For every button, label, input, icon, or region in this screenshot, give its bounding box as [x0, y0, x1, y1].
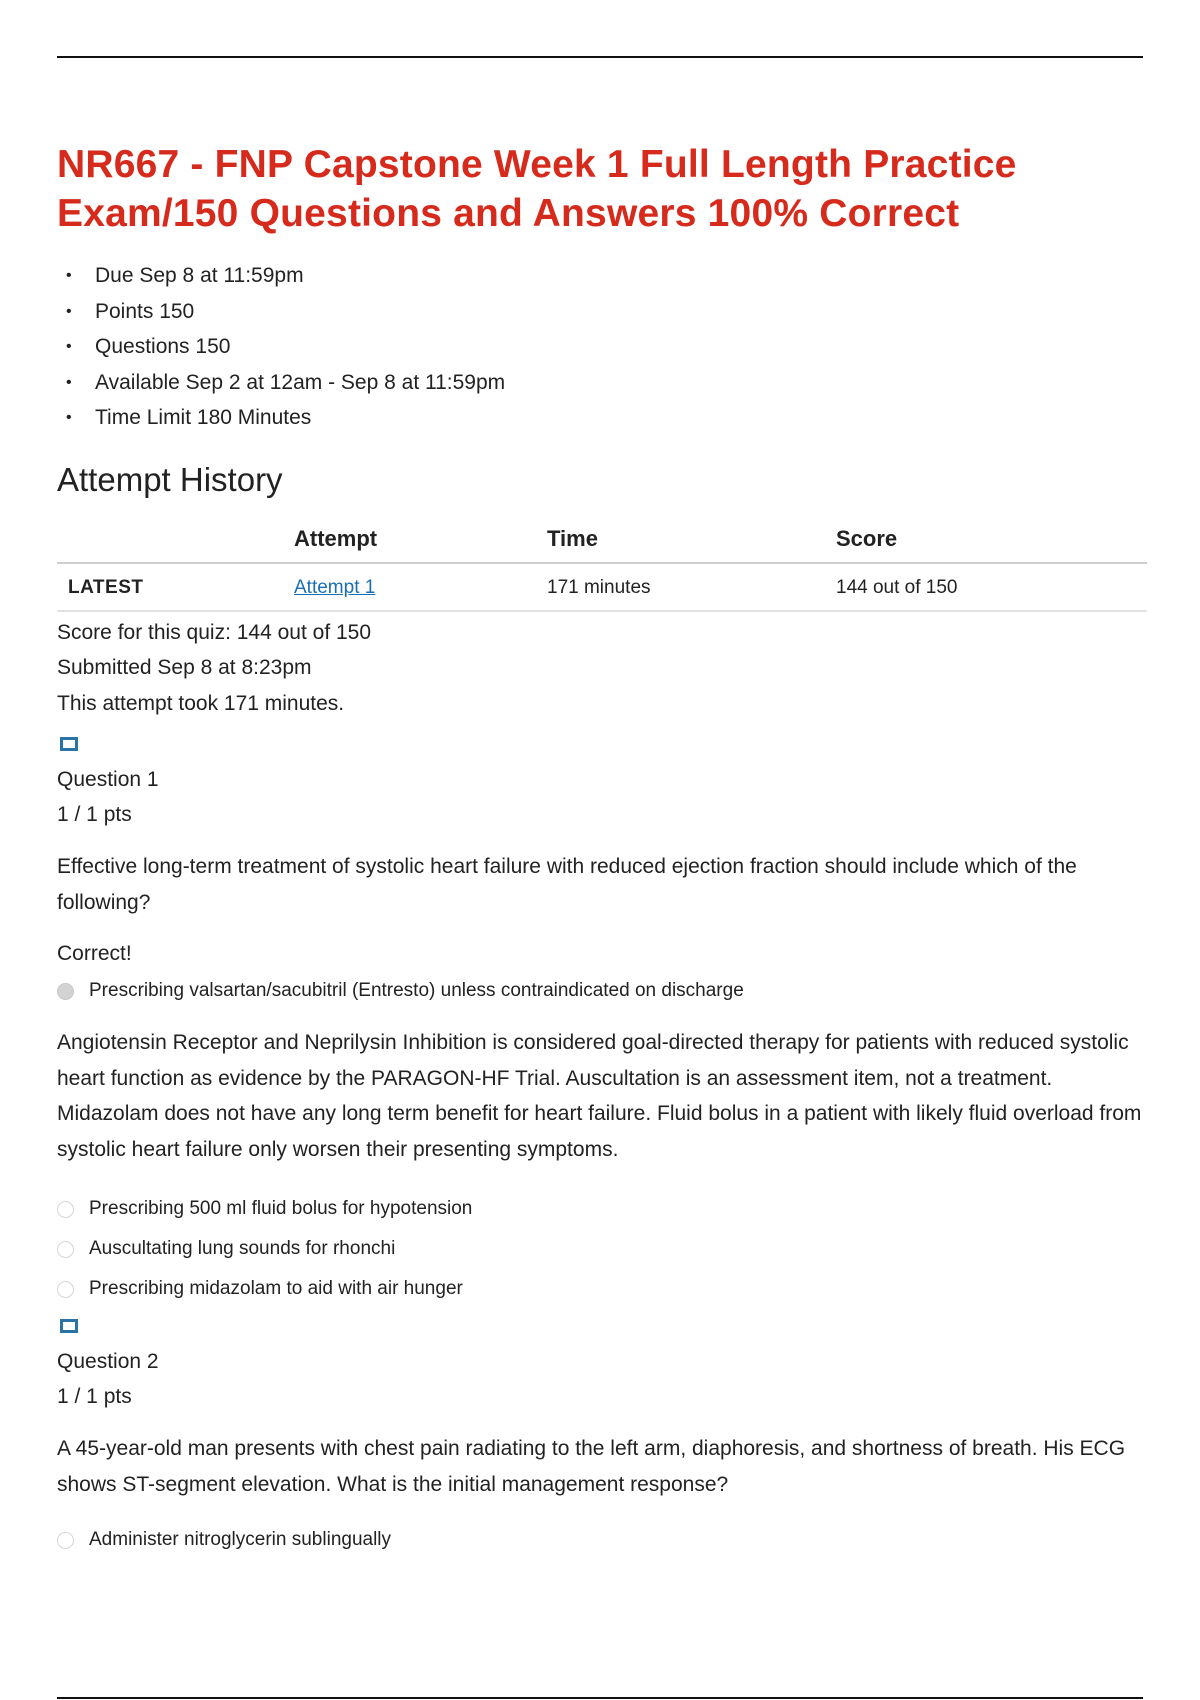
attempt-history-heading: Attempt History	[57, 460, 283, 498]
attempt-score: 144 out of 150	[836, 563, 1147, 611]
question-1	[57, 721, 1147, 1309]
table-header-row	[57, 522, 1147, 563]
quiz-score: Score for this quiz: 144 out of 150	[57, 620, 372, 644]
points-total: • Points 150	[57, 294, 1147, 330]
answer-text: Auscultating lung sounds for rhonchi	[89, 1238, 396, 1259]
submitted-time: Submitted Sep 8 at 8:23pm	[57, 656, 312, 679]
questions-count: • Questions 150	[57, 329, 1147, 365]
top-divider	[57, 56, 1143, 58]
question-points: 1 / 1 pts	[57, 803, 132, 826]
answer-option	[57, 1229, 1147, 1269]
radio-icon	[57, 1241, 74, 1258]
answer-text: Administer nitroglycerin sublingually	[89, 1529, 392, 1550]
radio-selected-icon	[57, 983, 74, 1000]
bottom-divider	[57, 1697, 1143, 1699]
table-row	[57, 563, 1147, 611]
column-header-score: Score	[836, 522, 1147, 563]
page-title: NR667 - FNP Capstone Week 1 Full Length Practice Exam/150 Questions and Answers 100% Correct	[57, 143, 1017, 235]
question-text: A 45-year-old man presents with chest pain radiating to the left arm, diaphoresis, and shortness of breath. His ECG shows ST-segment elevation. What is the initial management response?	[57, 1437, 1126, 1496]
time-limit: • Time Limit 180 Minutes	[57, 400, 1147, 436]
question-label: Question 2	[57, 1350, 159, 1373]
column-header-label	[57, 522, 294, 563]
availability-window: • Available Sep 2 at 12am - Sep 8 at 11:59pm	[57, 365, 1147, 401]
attempt-time: 171 minutes	[547, 563, 836, 611]
answer-text: Prescribing midazolam to aid with air hunger	[89, 1278, 463, 1299]
due-date: • Due Sep 8 at 11:59pm	[57, 258, 1147, 294]
question-2	[57, 1315, 1147, 1560]
column-header-attempt: Attempt	[294, 522, 547, 563]
attempt-history-table	[57, 522, 1147, 612]
radio-icon	[57, 1281, 74, 1298]
attempt-summary	[57, 615, 1147, 722]
column-header-time: Time	[547, 522, 836, 563]
quiz-details-list	[57, 258, 1147, 436]
question-points: 1 / 1 pts	[57, 1385, 132, 1408]
question-label: Question 1	[57, 768, 159, 791]
answer-explanation: Angiotensin Receptor and Neprilysin Inhibition is considered goal-directed therapy for patients with reduced systolic heart function as evidence by the PARAGON-HF Trial. Auscultation is an assessment item, not a treatment. Midazolam does not have any long term benefit for heart failure. Fluid bolus in a patient with likely fluid overload from systolic heart failure only worsen their presenting symptoms.	[57, 1031, 1142, 1161]
answer-option	[57, 1189, 1147, 1229]
flag-question-icon[interactable]	[60, 737, 78, 751]
correct-indicator: Correct!	[57, 942, 132, 965]
radio-icon	[57, 1532, 74, 1549]
answer-text: Prescribing valsartan/sacubitril (Entresto) unless contraindicated on discharge	[89, 980, 744, 1001]
answer-option	[57, 1269, 1147, 1309]
answer-option	[57, 1520, 1147, 1560]
latest-label: LATEST	[57, 563, 294, 611]
flag-question-icon[interactable]	[60, 1319, 78, 1333]
attempt-duration: This attempt took 171 minutes.	[57, 691, 345, 715]
answer-option-selected	[57, 971, 1147, 1011]
attempt-1-link[interactable]: Attempt 1	[294, 576, 376, 598]
answer-text: Prescribing 500 ml fluid bolus for hypotension	[89, 1198, 473, 1219]
radio-icon	[57, 1201, 74, 1218]
question-text: Effective long-term treatment of systolic heart failure with reduced ejection fraction should include which of the following?	[57, 855, 1077, 914]
quiz-page	[57, 140, 1147, 1560]
